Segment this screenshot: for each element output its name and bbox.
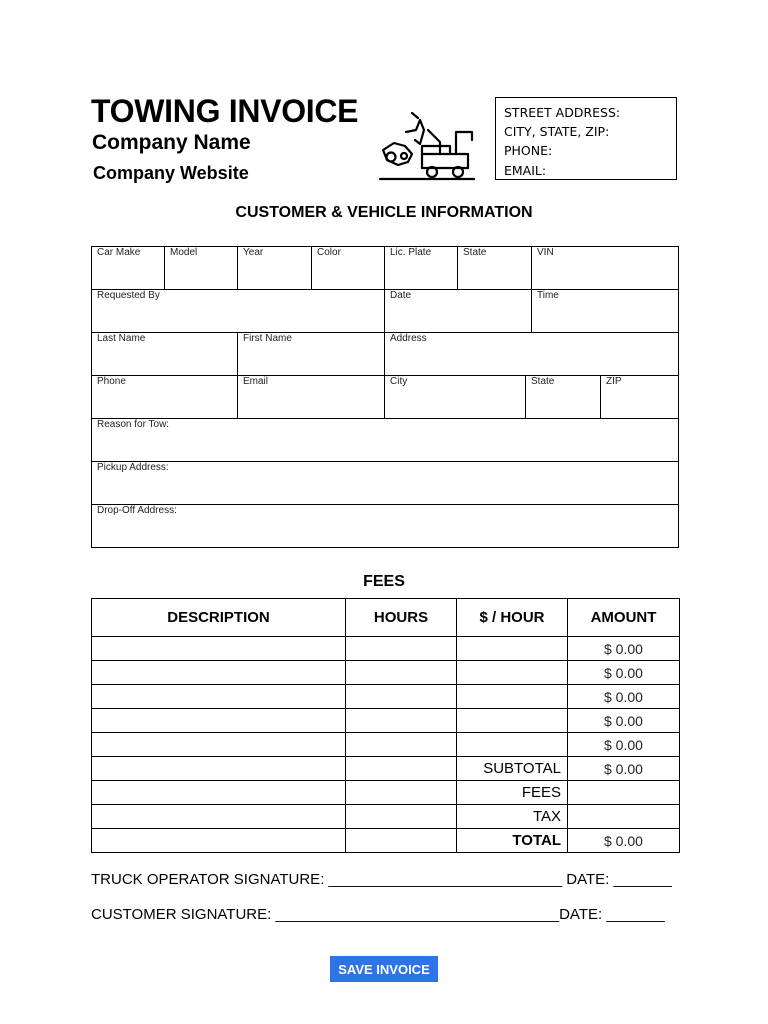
subtotal-label: SUBTOTAL — [457, 757, 568, 781]
description-cell[interactable] — [92, 685, 346, 709]
tax-row — [92, 805, 680, 829]
description-cell[interactable] — [92, 757, 346, 781]
street-address-label: STREET ADDRESS: — [504, 105, 621, 120]
fee-row — [92, 709, 680, 733]
email-field-label: Email — [243, 376, 269, 387]
company-name: Company Name — [92, 131, 251, 154]
description-cell[interactable] — [92, 829, 346, 853]
fees-heading: FEES — [363, 573, 405, 590]
hours-cell[interactable] — [346, 781, 457, 805]
hours-cell[interactable] — [346, 805, 457, 829]
requested-by-field[interactable] — [92, 290, 385, 333]
rate-cell[interactable] — [457, 709, 568, 733]
address-field[interactable] — [385, 333, 679, 376]
rate-cell[interactable] — [457, 637, 568, 661]
last-name-field[interactable] — [92, 333, 238, 376]
vin-label: VIN — [537, 247, 554, 258]
rate-cell[interactable] — [457, 685, 568, 709]
car-make-field[interactable] — [92, 247, 165, 290]
hours-cell[interactable] — [346, 709, 457, 733]
pickup-label: Pickup Address: — [97, 462, 169, 473]
total-value: $ 0.00 — [568, 829, 680, 853]
first-name-field[interactable] — [238, 333, 385, 376]
description-cell[interactable] — [92, 709, 346, 733]
rate-cell[interactable] — [457, 661, 568, 685]
date-field[interactable] — [385, 290, 532, 333]
email-field[interactable] — [238, 376, 385, 419]
last-name-label: Last Name — [97, 333, 146, 344]
amount-cell: $ 0.00 — [568, 661, 680, 685]
tow-truck-icon — [378, 110, 478, 182]
hours-cell[interactable] — [346, 733, 457, 757]
customer-vehicle-heading: CUSTOMER & VEHICLE INFORMATION — [235, 204, 533, 221]
rate-cell[interactable] — [457, 733, 568, 757]
company-address-box — [495, 97, 677, 180]
city-field[interactable] — [385, 376, 526, 419]
description-cell[interactable] — [92, 733, 346, 757]
customer-signature-line[interactable]: CUSTOMER SIGNATURE: __________________________________DATE: _______ — [91, 906, 665, 923]
city-label: City — [390, 376, 408, 387]
tax-value-cell[interactable] — [568, 805, 680, 829]
pickup-field[interactable] — [92, 462, 679, 505]
hours-cell[interactable] — [346, 757, 457, 781]
address-label: Address — [390, 333, 427, 344]
description-cell[interactable] — [92, 637, 346, 661]
car-make-label: Car Make — [97, 247, 141, 258]
model-label: Model — [170, 247, 198, 258]
description-cell[interactable] — [92, 781, 346, 805]
fee-row — [92, 637, 680, 661]
dropoff-label: Drop-Off Address: — [97, 505, 177, 516]
email-label: EMAIL: — [504, 162, 547, 178]
phone-field[interactable] — [92, 376, 238, 419]
lic-plate-label: Lic. Plate — [390, 247, 432, 258]
hours-cell[interactable] — [346, 829, 457, 853]
model-field[interactable] — [165, 247, 238, 290]
city-state-zip-label: CITY, STATE, ZIP: — [504, 124, 610, 140]
invoice-title: TOWING INVOICE — [91, 93, 359, 129]
amount-cell: $ 0.00 — [568, 733, 680, 757]
vin-field[interactable] — [532, 247, 679, 290]
total-label: TOTAL — [457, 829, 568, 853]
state-field[interactable] — [458, 247, 532, 290]
subtotal-value: $ 0.00 — [568, 757, 680, 781]
tax-label: TAX — [457, 805, 568, 829]
amount-header: AMOUNT — [568, 599, 680, 637]
year-label: Year — [243, 247, 264, 258]
amount-cell: $ 0.00 — [568, 709, 680, 733]
hours-cell[interactable] — [346, 637, 457, 661]
dropoff-field[interactable] — [92, 505, 679, 548]
color-label: Color — [317, 247, 341, 258]
description-header: DESCRIPTION — [92, 599, 346, 637]
subtotal-row — [92, 757, 680, 781]
fees-header-row — [92, 599, 680, 637]
amount-cell: $ 0.00 — [568, 637, 680, 661]
state-label: State — [463, 247, 487, 258]
time-field[interactable] — [532, 290, 679, 333]
lic-plate-field[interactable] — [385, 247, 458, 290]
fees-value-cell[interactable] — [568, 781, 680, 805]
hours-cell[interactable] — [346, 685, 457, 709]
color-field[interactable] — [312, 247, 385, 290]
description-cell[interactable] — [92, 805, 346, 829]
customer-vehicle-table — [91, 246, 679, 548]
reason-field[interactable] — [92, 419, 679, 462]
year-field[interactable] — [238, 247, 312, 290]
operator-signature-line[interactable]: TRUCK OPERATOR SIGNATURE: ____________________________ DATE: _______ — [91, 871, 672, 888]
save-invoice-button[interactable]: SAVE INVOICE — [330, 956, 438, 982]
state2-label: State — [531, 376, 555, 387]
fee-row — [92, 685, 680, 709]
state2-field[interactable] — [526, 376, 601, 419]
phone-field-label: Phone — [97, 376, 126, 387]
fees-row — [92, 781, 680, 805]
reason-label: Reason for Tow: — [97, 419, 170, 430]
hours-cell[interactable] — [346, 661, 457, 685]
zip-label: ZIP — [606, 376, 622, 387]
total-row — [92, 829, 680, 853]
date-label: Date — [390, 290, 412, 301]
requested-by-label: Requested By — [97, 290, 160, 301]
fees-label: FEES — [457, 781, 568, 805]
company-website: Company Website — [93, 163, 249, 183]
fees-table — [91, 598, 680, 853]
hours-header: HOURS — [346, 599, 457, 637]
phone-label: PHONE: — [504, 143, 553, 159]
amount-cell: $ 0.00 — [568, 685, 680, 709]
rate-header: $ / HOUR — [457, 599, 568, 637]
fee-row — [92, 733, 680, 757]
zip-field[interactable] — [601, 376, 679, 419]
time-label: Time — [537, 290, 559, 301]
first-name-label: First Name — [243, 333, 292, 344]
description-cell[interactable] — [92, 661, 346, 685]
fee-row — [92, 661, 680, 685]
